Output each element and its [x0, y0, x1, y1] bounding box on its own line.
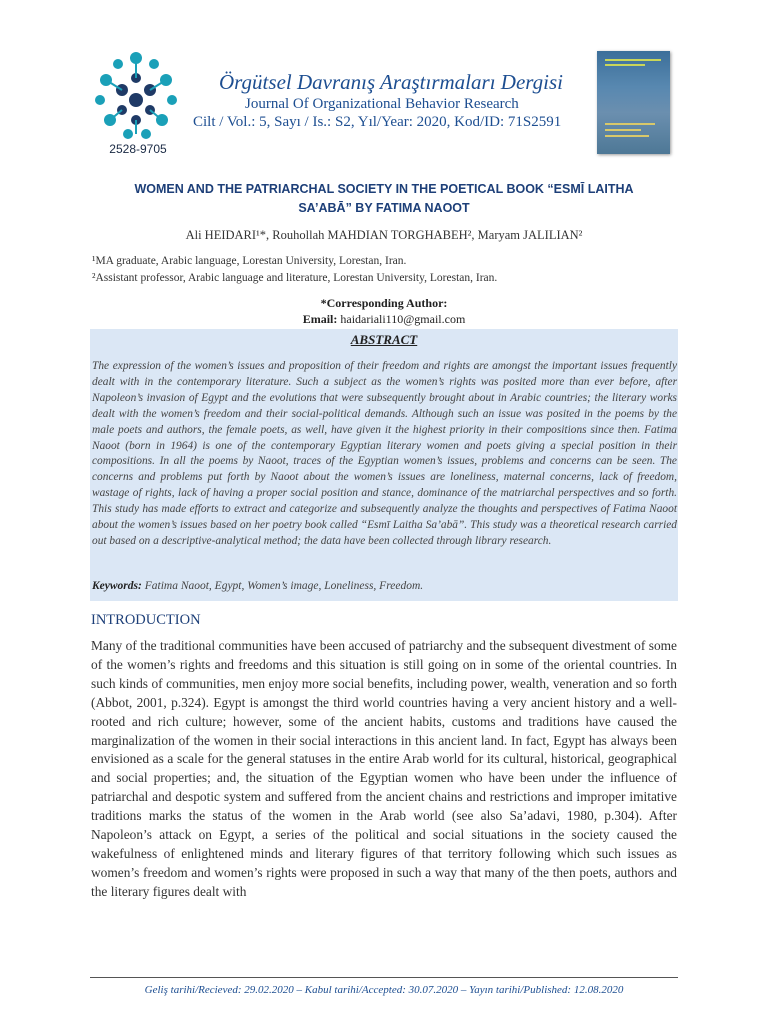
publication-dates: Geliş tarihi/Recieved: 29.02.2020 – Kabul tarihi/Accepted: 30.07.2020 – Yayın tarihi/Published: 12.08.2020 [144, 984, 624, 996]
keywords-label: Keywords: [92, 580, 142, 592]
volume-line: Cilt / Vol.: 5, Sayı / Is.: S2, Yıl/Year: 2020, Kod/ID: 71S2591 [193, 114, 562, 130]
abstract-text: The expression of the women’s issues and proposition of their freedom and rights are amongst the important issues frequently dealt with in the contemporary literature. Such a subject as the women’s rights was posited more than ever before, after Napoleon’s invasion of Egypt and the evolutions that were subsequently brought about in Arabic countries; the literary works dealt with the women’s freedom and their social-political demands. Although such an issue was posited in the poems by the male poets and authors, the female poets, as well, have given it the highest priority in their compositions since then. Fatima Naoot (born in 1964) is one of the contemporary Egyptian literary women and poets giving a special position in their compositions. In all the poems by Naoot, traces of the Egyptian women’s issues, problems and concerns can be seen. The concerns and problems put forth by Naoot about the women’s issues are loneliness, maternal concerns, lack of freedom, wastage of rights, lack of having a proper social position and stance, dominance of the matriarchal perspectives and so forth. This study has made efforts to extract and categorize and subsequently analyze the thoughts and perspectives of Fatima Naoot about the women’s issues based on her poetry book called “Esmī Laitha Sa’abā”. This study was a theoretical research carried out based on a descriptive-analytical method; the data have been collected through library research. [92, 360, 677, 547]
issn-number: 2528-9705 [109, 142, 167, 156]
keywords-line [92, 580, 423, 592]
corresponding-email [96, 312, 672, 327]
journal-title-en: Journal Of Organizational Behavior Research [245, 96, 519, 112]
affiliation-2: ²Assistant professor, Arabic language and literature, Lorestan University, Lorestan, Iran. [92, 272, 498, 284]
affiliation-1: ¹MA graduate, Arabic language, Lorestan University, Lorestan, Iran. [92, 255, 407, 267]
corresponding-author-label: *Corresponding Author: [320, 296, 448, 310]
email-link[interactable]: haidariali110@gmail.com [340, 312, 466, 326]
keywords-list: Fatima Naoot, Egypt, Women’s image, Loneliness, Freedom. [144, 580, 424, 592]
molecule-logo-icon [88, 48, 184, 144]
introduction-heading: INTRODUCTION [91, 612, 201, 628]
abstract-heading: ABSTRACT [350, 332, 418, 347]
journal-title-tr: Örgütsel Davranış Araştırmaları Dergisi [219, 70, 563, 94]
email-label: Email: [302, 312, 338, 326]
journal-cover-icon [597, 51, 670, 154]
introduction-text: Many of the traditional communities have been accused of patriarchy and the subsequent divestment of some of the women’s rights and freedoms and this situation is still going on in some of the oriental countries. In such kinds of communities, men enjoy more social benefits, including power, wealth, veneration and so forth (Abbot, 2001, p.324). Egypt is amongst the third world countries having a very ancient history and a well-rooted and rich culture; however, some of the ancient habits, customs and traditions have caused the marginalization of the women in their social interactions in this ancient land. In fact, Egypt has always been envisioned as a scale for the general statuses in the entire Arab world for its cultural, historical, geographical and social properties; and, the situation of the Egyptian women who have been under the influence of patriarchal and despotic system and suffered from the ancient chains and restrictions and improper imitative traditions marks the status of the women in the Arab world (see also Sa’adavi, 1980, p.304). After Napoleon’s attack on Egypt, a series of the political and social situations in the society caused the wakefulness of enlightened minds and literary figures of that territory following which such issues as women’s freedom and women’s rights were proposed in such a way that many of the then poets, authors and the literary figures dealt with [91, 638, 677, 899]
author-list: Ali HEIDARI¹*, Rouhollah MAHDIAN TORGHABEH², Maryam JALILIAN² [185, 228, 583, 242]
article-title-line1: WOMEN AND THE PATRIARCHAL SOCIETY IN THE POETICAL BOOK “ESMĪ LAITHA [134, 182, 634, 196]
article-title-line2: SA’ABĀ” BY FATIMA NAOOT [298, 201, 470, 215]
footer-divider [90, 977, 678, 978]
article-title [96, 180, 672, 218]
abstract-box [90, 329, 678, 601]
